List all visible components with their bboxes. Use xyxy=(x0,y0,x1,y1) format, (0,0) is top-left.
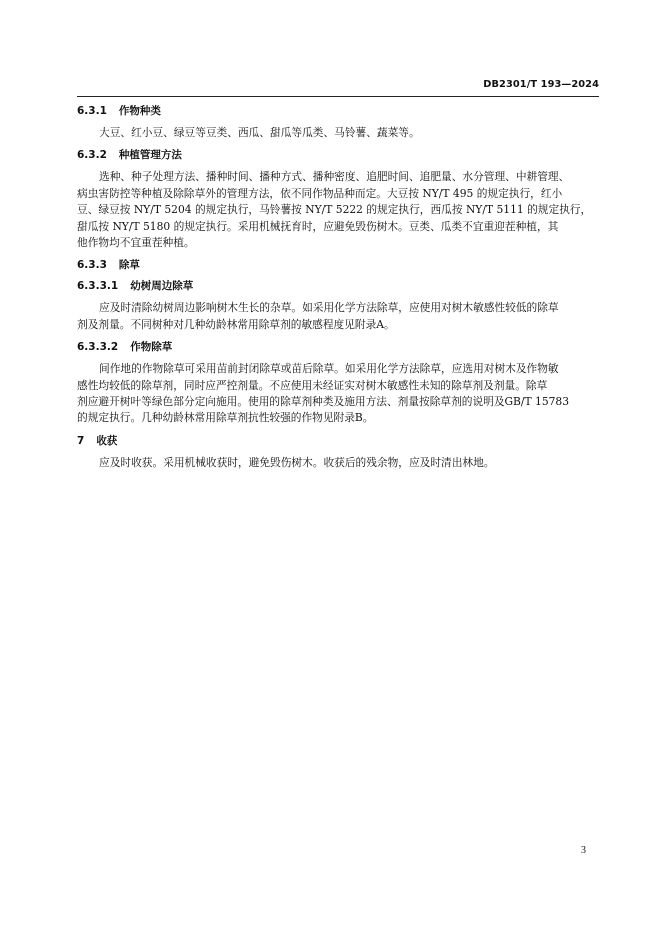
paragraph-planting-management xyxy=(77,169,599,251)
paragraph-line: 剂应避开树叶等绿色部分定向施用。使用的除草剂种类及施用方法、剂量按除草剂的说明及GB/T 15783 xyxy=(77,395,570,409)
paragraph-line: 甜瓜按 NY/T 5180 的规定执行。采用机械抚育时，应避免毁伤树木。豆类、瓜类不宜重迎茬种植，其 xyxy=(77,219,559,233)
section-title: 收获 xyxy=(96,434,118,447)
paragraph-line: 应及时清除幼树周边影响树木生长的杂草。如采用化学方法除草，应使用对树木敏感性较低的除草 xyxy=(99,301,559,315)
section-title: 种植管理方法 xyxy=(118,149,182,162)
section-number: 6.3.1 xyxy=(77,105,107,117)
paragraph-line: 他作物均不宜重茬种植。 xyxy=(77,236,195,250)
section-heading-6-3-3 xyxy=(77,258,599,273)
paragraph-line: 病虫害防控等种植及除除草外的管理方法，依不同作物品种而定。大豆按 NY/T 495 的规定执行，红小 xyxy=(77,186,563,200)
paragraph-line: 豆、绿豆按 NY/T 5204 的规定执行，马铃薯按 NY/T 5222 的规定执行，西瓜按 NY/T 5111 的规定执行， xyxy=(77,203,592,217)
section-title: 幼树周边除草 xyxy=(130,280,194,293)
paragraph-line: 大豆、红小豆、绿豆等豆类、西瓜、甜瓜等瓜类、马铃薯、蔬菜等。 xyxy=(99,126,420,139)
document-body xyxy=(77,104,599,478)
paragraph-line: 间作地的作物除草可采用苗前封闭除草或苗后除草。如采用化学方法除草，应选用对树木及作物敏 xyxy=(99,362,559,376)
header-rule xyxy=(77,96,599,97)
section-number: 7 xyxy=(77,434,85,447)
section-heading-6-3-3-2 xyxy=(77,340,599,355)
paragraph-harvest xyxy=(77,455,599,471)
section-number: 6.3.3.1 xyxy=(77,280,119,293)
paragraph-line: 剂及剂量。不同树种对几种幼龄林常用除草剂的敏感程度见附录A。 xyxy=(77,317,395,331)
paragraph-line: 应及时收获。采用机械收获时，避免毁伤树木。收获后的残余物，应及时清出林地。 xyxy=(99,455,495,469)
section-heading-6-3-1 xyxy=(77,104,599,119)
section-number: 6.3.3.2 xyxy=(77,341,119,354)
section-heading-6-3-2 xyxy=(77,148,599,163)
section-title: 除草 xyxy=(118,259,140,272)
section-number: 6.3.2 xyxy=(77,149,107,162)
section-title: 作物种类 xyxy=(118,105,161,117)
page-number: 3 xyxy=(581,845,586,856)
paragraph-line: 感性均较低的除草剂，同时应严控剂量。不应使用未经证实对树木敏感性未知的除草剂及剂量。除草 xyxy=(77,378,548,392)
paragraph-line: 的规定执行。几种幼龄林常用除草剂抗性较强的作物见附录B。 xyxy=(77,411,374,425)
section-heading-7 xyxy=(77,434,599,449)
paragraph-crop-types xyxy=(77,125,599,141)
section-number: 6.3.3 xyxy=(77,259,107,272)
document-code: DB2301/T 193—2024 xyxy=(483,79,599,90)
paragraph-line: 选种、种子处理方法、播种时间、播种方式、播种密度、追肥时间、追肥量、水分管理、中耕管理、 xyxy=(99,170,570,184)
section-title: 作物除草 xyxy=(130,341,173,354)
paragraph-sapling-weeding xyxy=(77,300,599,333)
section-heading-6-3-3-1 xyxy=(77,279,599,294)
paragraph-crop-weeding xyxy=(77,361,599,427)
